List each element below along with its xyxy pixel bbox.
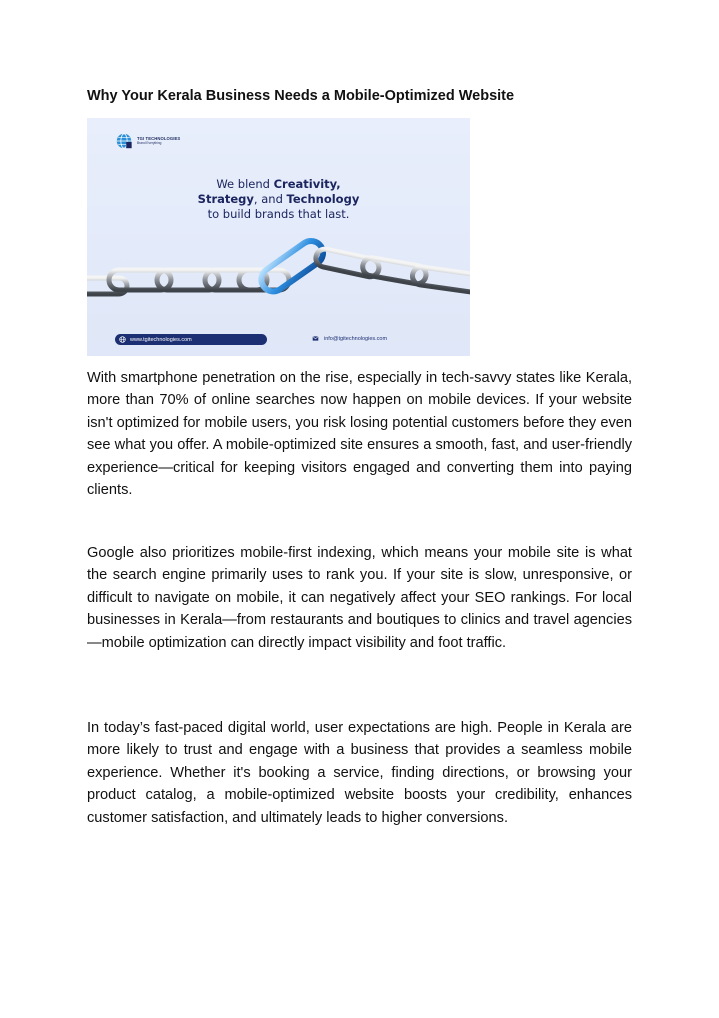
paragraph-user-expectations: In today’s fast-paced digital world, user expectations are high. People in Kerala are more likely to trust and engage with a business that provides a seamless mobile experience. Whether it's booking a service, finding directions, or browsing your product catalog, a mobile-optimized website boosts your credibility, enhances customer satisfaction, and ultimately leads to higher conversions. — [87, 720, 632, 826]
tagline-part: , and — [253, 192, 287, 206]
website-pill[interactable] — [115, 334, 267, 345]
chain-illustration — [87, 226, 470, 336]
logo-tagline: Brand Everything — [137, 141, 162, 145]
logo-name: TGI TECHNOLOGIES — [137, 135, 181, 141]
document-title: Why Your Kerala Business Needs a Mobile-Optimized Website — [87, 88, 515, 104]
banner-image — [87, 118, 470, 356]
globe-logo-icon — [115, 132, 133, 150]
tagline-creativity: Creativity, — [273, 177, 341, 191]
tagline-technology: Technology — [286, 192, 360, 206]
tagline-part: to build brands that last. — [207, 207, 350, 221]
email-contact[interactable] — [312, 333, 387, 344]
contact-bar — [115, 333, 388, 346]
paragraph-mobile-searches: With smartphone penetration on the rise, especially in tech-savvy states like Kerala, more than 70% of online searches now happen on mobile devices. If your website isn't optimized for mobile users, you risk losing potential customers before they even see what you offer. A mobile-optimized site ensures a smooth, fast, and user-friendly experience—critical for keeping visitors engaged and converting them into paying clients. — [87, 370, 632, 499]
website-url: www.tgitechnologies.com — [130, 336, 192, 343]
globe-icon — [119, 336, 126, 343]
paragraph-mobile-first-indexing: Google also prioritizes mobile-first indexing, which means your mobile site is what the search engine primarily uses to rank you. If your site is slow, unresponsive, or difficult to navigate on mobile, it can negatively affect your SEO rankings. For local businesses in Kerala—from restaurants and boutiques to clinics and travel agencies—mobile optimization can directly impact visibility and foot traffic. — [87, 545, 632, 651]
tagline-part: We blend — [216, 177, 274, 191]
email-address: info@tgitechnologies.com — [324, 335, 388, 342]
mail-icon — [312, 335, 319, 342]
banner-tagline — [87, 177, 470, 222]
company-logo — [115, 132, 180, 150]
tagline-strategy: Strategy — [197, 192, 254, 206]
